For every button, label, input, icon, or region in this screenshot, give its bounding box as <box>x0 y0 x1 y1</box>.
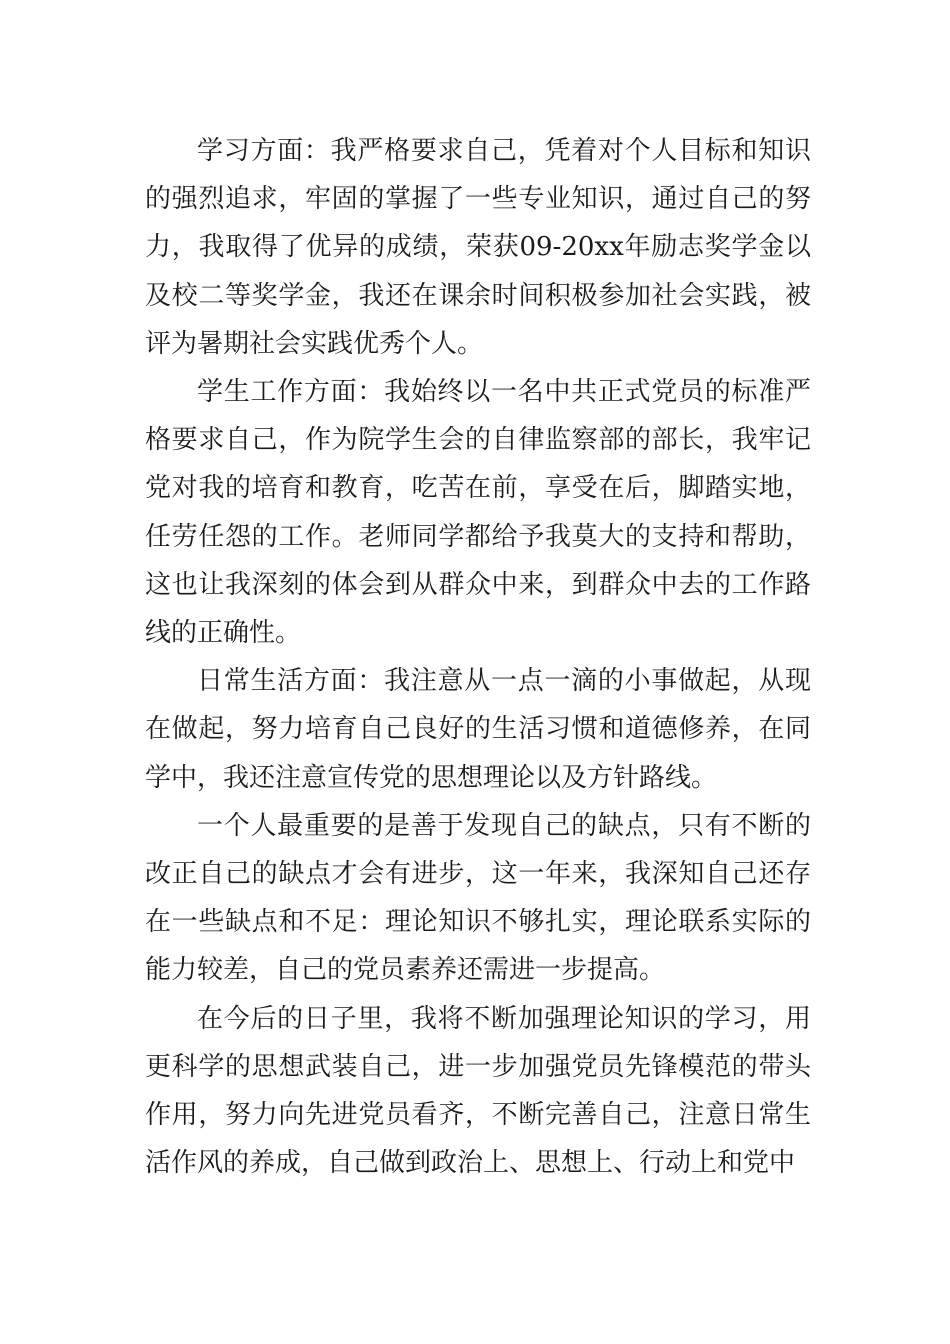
paragraph-study: 学习方面：我严格要求自己，凭着对个人目标和知识的强烈追求，牢固的掌握了一些专业知识，通过自己的努力，我取得了优异的成绩，荣获09-20xx年励志奖学金以及校二等奖学金，我还在课余时间积极参加社会实践，被评为暑期社会实践优秀个人。 <box>145 136 811 359</box>
paragraph-shortcomings: 一个人最重要的是善于发现自己的缺点，只有不断的改正自己的缺点才会有进步，这一年来，我深知自己还存在一些缺点和不足：理论知识不够扎实，理论联系实际的能力较差，自己的党员素养还需进一步提高。 <box>145 810 811 986</box>
document-body <box>145 127 811 1187</box>
paragraph-student-work: 学生工作方面：我始终以一名中共正式党员的标准严格要求自己，作为院学生会的自律监察部的部长，我牢记党对我的培育和教育，吃苦在前，享受在后，脚踏实地，任劳任怨的工作。老师同学都给予我莫大的支持和帮助，这也让我深刻的体会到从群众中来，到群众中去的工作路线的正确性。 <box>145 377 811 649</box>
paragraph-daily-life: 日常生活方面：我注意从一点一滴的小事做起，从现在做起，努力培育自己良好的生活习惯和道德修养，在同学中，我还注意宣传党的思想理论以及方针路线。 <box>145 666 811 793</box>
paragraph-future-plans: 在今后的日子里，我将不断加强理论知识的学习，用更科学的思想武装自己，进一步加强党员先锋模范的带头作用，努力向先进党员看齐，不断完善自己，注意日常生活作风的养成，自己做到政治上、思想上、行动上和党中 <box>145 1003 811 1179</box>
